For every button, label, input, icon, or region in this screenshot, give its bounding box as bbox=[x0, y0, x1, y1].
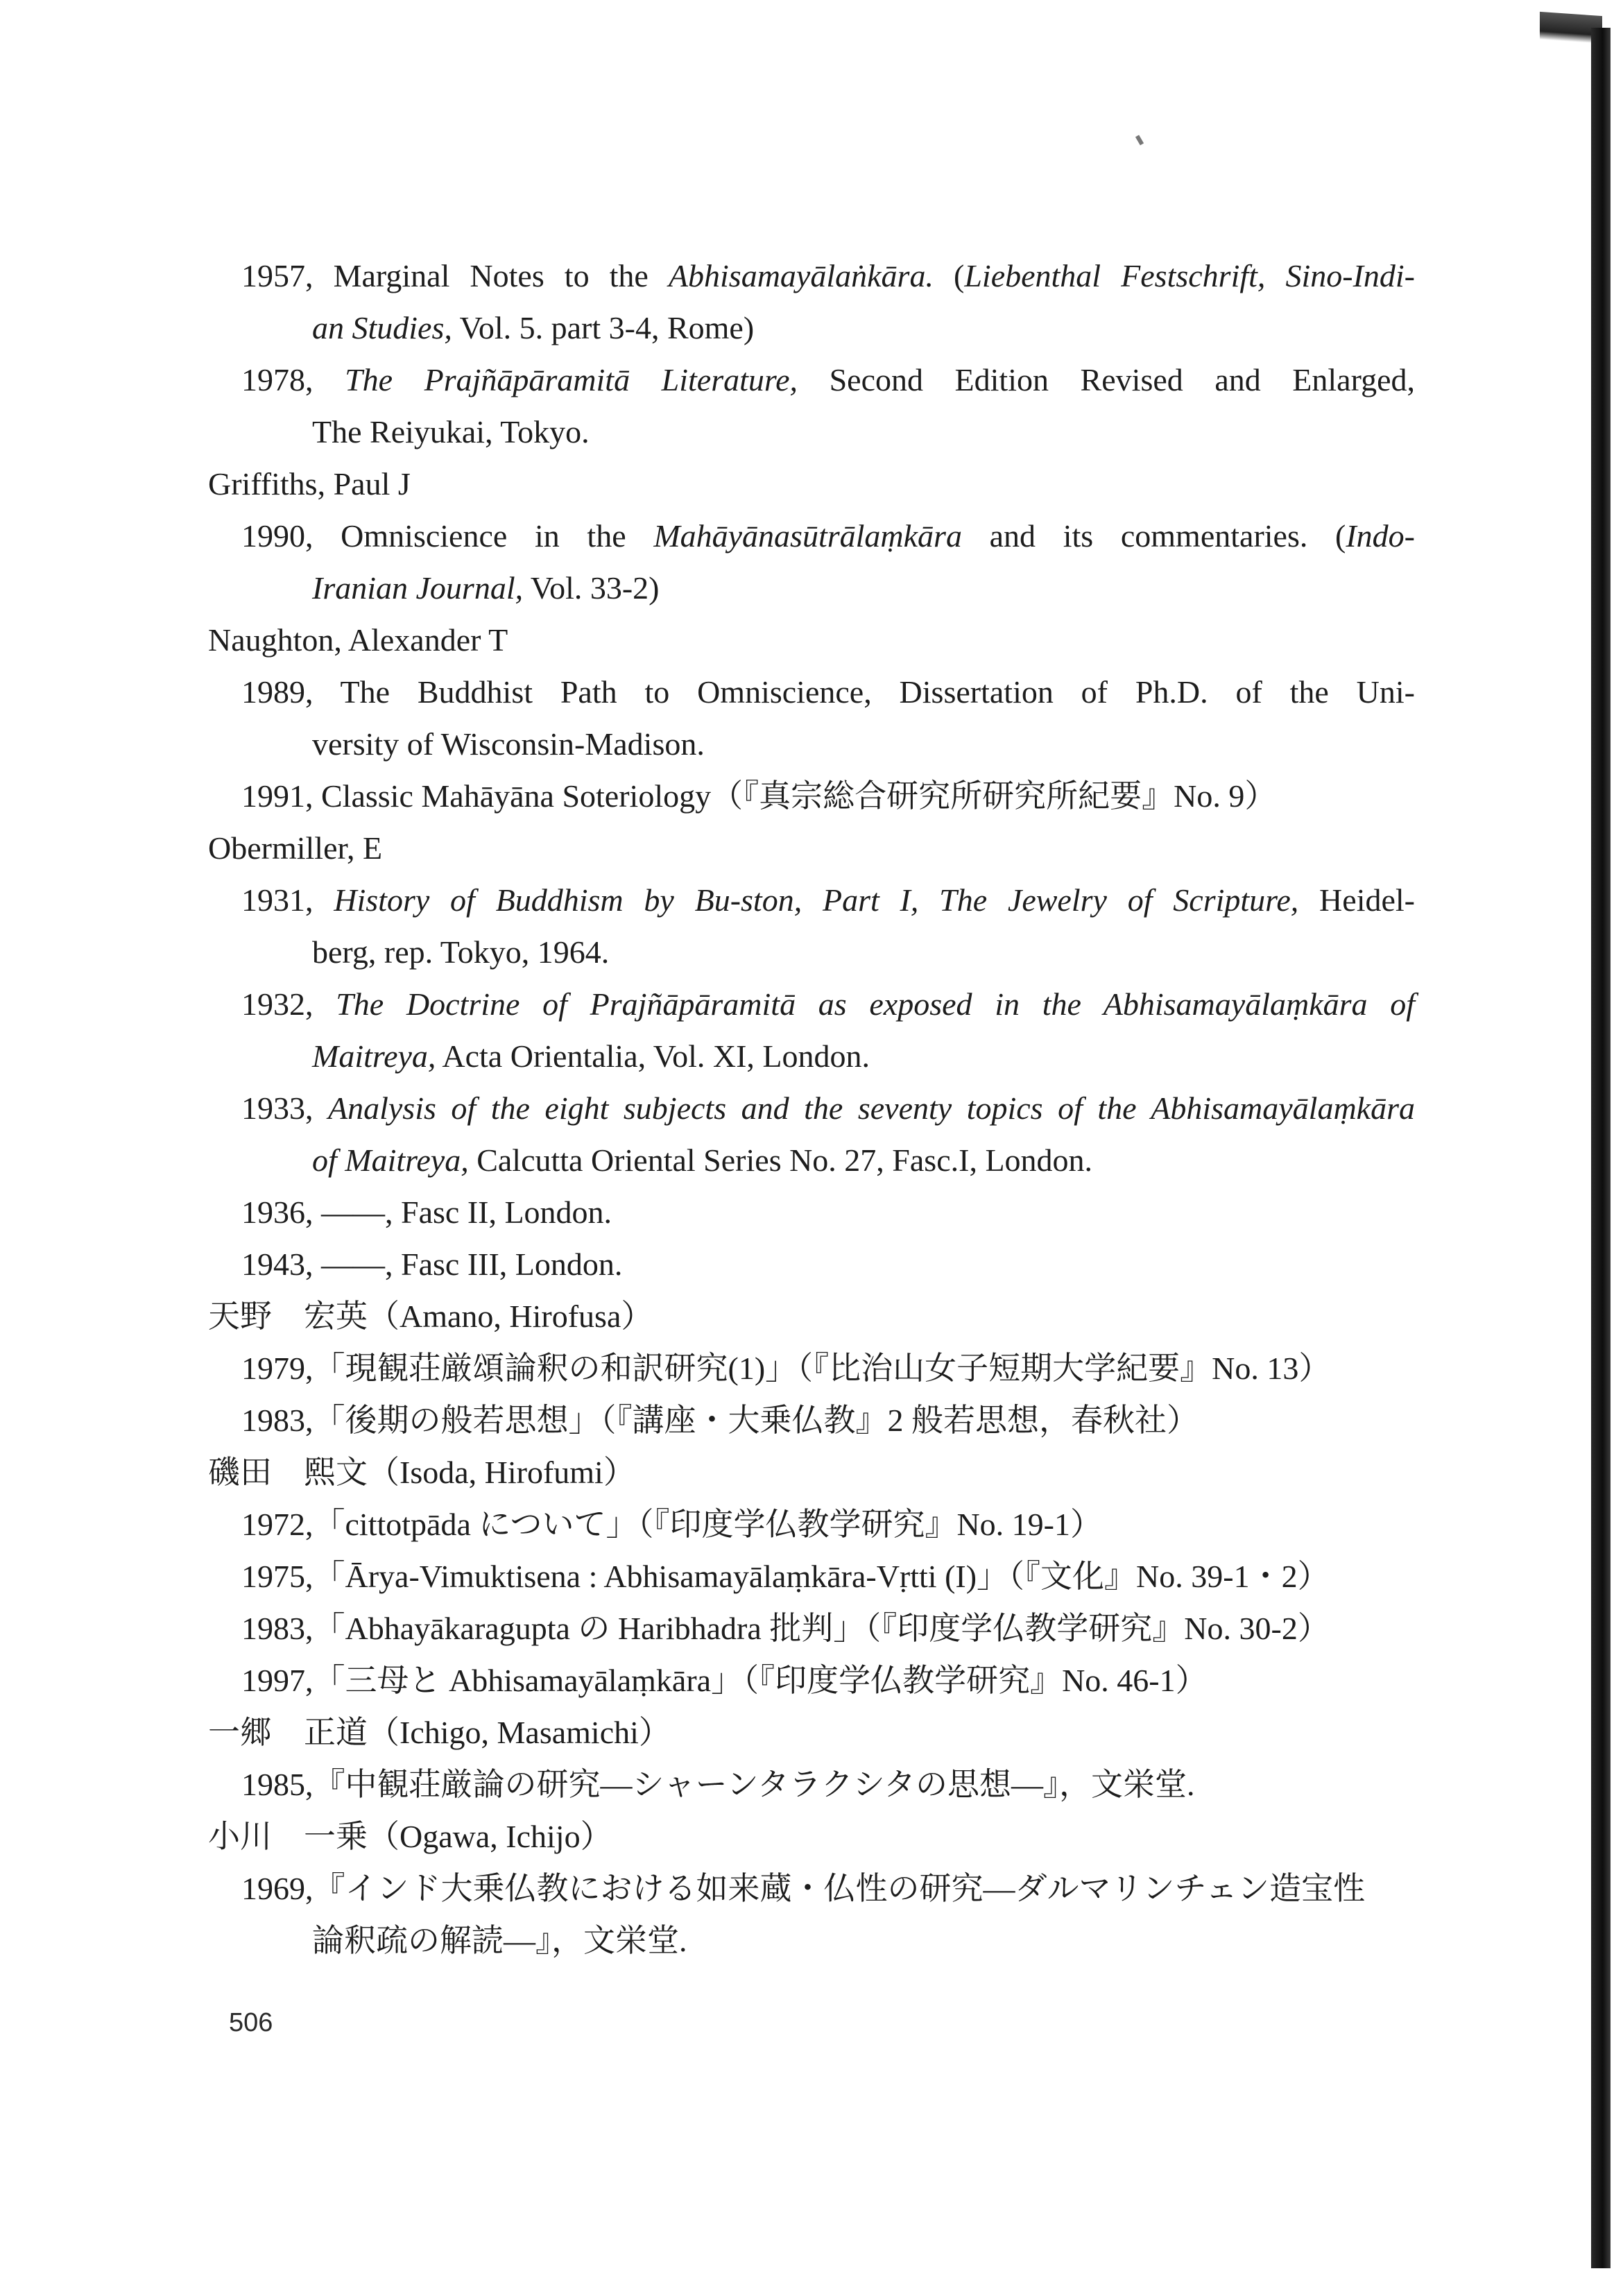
entry-line bbox=[208, 874, 1415, 926]
citation-text: berg, rep. Tokyo, 1964. bbox=[312, 934, 610, 970]
citation-text: Heidel- bbox=[1298, 882, 1415, 918]
italic-title-text: The Doctrine of Prajñāpāramitā as exposed in the Abhisamayālaṃkāra of bbox=[336, 986, 1415, 1022]
citation-text: Obermiller, E bbox=[208, 830, 383, 866]
citation-text: 1991, Classic Mahāyāna Soteriology（『真宗総合研究所研究所紀要』No. 9） bbox=[241, 778, 1277, 814]
entry-line bbox=[208, 1186, 1415, 1238]
citation-text: 論釈疏の解読―』，文栄堂. bbox=[312, 1923, 687, 1958]
entry-continuation bbox=[208, 302, 1415, 354]
citation-text: 1983,「後期の般若思想」（『講座・大乗仏教』2 般若思想，春秋社） bbox=[241, 1403, 1199, 1438]
italic-title-text: Maitreya, bbox=[312, 1038, 436, 1074]
citation-text: Naughton, Alexander T bbox=[208, 622, 508, 658]
entry-line bbox=[208, 666, 1415, 718]
citation-text: 1989, The Buddhist Path to Omniscience, Dissertation of Ph.D. of the Uni- bbox=[241, 674, 1415, 710]
citation-text: 1932, bbox=[241, 986, 336, 1022]
citation-text: Vol. 33-2) bbox=[523, 570, 660, 606]
entry-continuation bbox=[208, 1030, 1415, 1082]
citation-text: 天野 宏英（Amano, Hirofusa） bbox=[208, 1299, 653, 1334]
entry-continuation bbox=[208, 718, 1415, 770]
italic-title-text: The Prajñāpāramitā Literature, bbox=[345, 362, 798, 397]
citation-text: Griffiths, Paul J bbox=[208, 466, 411, 502]
author-heading bbox=[208, 1446, 1415, 1498]
citation-text: 1979,「現観荘厳頌論釈の和訳研究(1)」（『比治山女子短期大学紀要』No. 13） bbox=[241, 1351, 1331, 1386]
entry-line bbox=[208, 770, 1415, 822]
entry-line bbox=[208, 354, 1415, 406]
citation-text: 1957, Marginal Notes to the bbox=[241, 258, 669, 293]
italic-title-text: Liebenthal Festschrift, Sino-Indi- bbox=[964, 258, 1415, 293]
entry-continuation bbox=[208, 562, 1415, 614]
entry-line bbox=[208, 1082, 1415, 1134]
entry-line bbox=[208, 1394, 1415, 1446]
citation-text: Acta Orientalia, Vol. XI, London. bbox=[436, 1038, 870, 1074]
page-number: 506 bbox=[229, 2008, 273, 2037]
citation-text: 1933, bbox=[241, 1090, 329, 1126]
author-heading bbox=[208, 614, 1415, 666]
entry-line bbox=[208, 250, 1415, 302]
entry-line bbox=[208, 1758, 1415, 1810]
author-heading bbox=[208, 1290, 1415, 1342]
citation-text: 1975,「Ārya-Vimuktisena : Abhisamayālaṃkāra-Vṛtti (I)」（『文化』No. 39-1・2） bbox=[241, 1559, 1330, 1594]
citation-text: 1997,「三母と Abhisamayālaṃkāra」（『印度学仏教学研究』No. 46-1） bbox=[241, 1663, 1208, 1698]
entry-line bbox=[208, 1862, 1415, 1914]
entry-continuation bbox=[208, 1914, 1415, 1967]
author-heading bbox=[208, 1706, 1415, 1758]
italic-title-text: Analysis of the eight subjects and the seventy topics of the Abhisamayālaṃkāra bbox=[328, 1090, 1415, 1126]
entry-line bbox=[208, 510, 1415, 562]
citation-text: 1936, ——, Fasc II, London. bbox=[241, 1194, 612, 1230]
citation-text: The Reiyukai, Tokyo. bbox=[312, 414, 590, 449]
entry-line bbox=[208, 1498, 1415, 1550]
author-heading bbox=[208, 458, 1415, 510]
citation-text: 1943, ——, Fasc III, London. bbox=[241, 1246, 623, 1282]
italic-title-text: Abhisamayālaṅkāra. bbox=[668, 258, 934, 293]
citation-text: Second Edition Revised and Enlarged, bbox=[798, 362, 1415, 397]
entry-line bbox=[208, 978, 1415, 1030]
entry-line bbox=[208, 1602, 1415, 1654]
scan-speck bbox=[1135, 135, 1144, 145]
bibliography bbox=[208, 250, 1415, 1967]
citation-text: 一郷 正道（Ichigo, Masamichi） bbox=[208, 1715, 671, 1750]
citation-text: 磯田 熙文（Isoda, Hirofumi） bbox=[208, 1455, 635, 1490]
citation-text: versity of Wisconsin-Madison. bbox=[312, 726, 705, 762]
entry-continuation bbox=[208, 926, 1415, 978]
italic-title-text: Indo- bbox=[1346, 518, 1415, 554]
citation-text: Calcutta Oriental Series No. 27, Fasc.I, London. bbox=[468, 1142, 1093, 1178]
entry-continuation bbox=[208, 406, 1415, 458]
entry-line bbox=[208, 1550, 1415, 1602]
citation-text: Vol. 5. part 3-4, Rome) bbox=[452, 310, 755, 345]
author-heading bbox=[208, 1810, 1415, 1862]
citation-text: 1985,『中観荘厳論の研究―シャーンタラクシタの思想―』，文栄堂. bbox=[241, 1767, 1195, 1802]
entry-line bbox=[208, 1238, 1415, 1290]
citation-text: 小川 一乗（Ogawa, Ichijo） bbox=[208, 1819, 612, 1854]
italic-title-text: an Studies, bbox=[312, 310, 452, 345]
italic-title-text: Iranian Journal, bbox=[312, 570, 524, 606]
entry-line bbox=[208, 1342, 1415, 1394]
citation-text: 1969,『インド大乗仏教における如来蔵・仏性の研究―ダルマリンチェン造宝性 bbox=[241, 1871, 1366, 1906]
italic-title-text: Mahāyānasūtrālaṃkāra bbox=[653, 518, 962, 554]
italic-title-text: of Maitreya, bbox=[312, 1142, 469, 1178]
citation-text: and its commentaries. ( bbox=[961, 518, 1346, 554]
citation-text: 1990, Omniscience in the bbox=[241, 518, 654, 554]
entry-line bbox=[208, 1654, 1415, 1706]
citation-text: 1983,「Abhayākaragupta の Haribhadra 批判」（『印度学仏教学研究』No. 30-2） bbox=[241, 1611, 1330, 1646]
binding-edge bbox=[1591, 28, 1611, 2268]
italic-title-text: History of Buddhism by Bu-ston, Part I, The Jewelry of Scripture, bbox=[334, 882, 1299, 918]
author-heading bbox=[208, 822, 1415, 874]
citation-text: 1978, bbox=[241, 362, 345, 397]
citation-text: 1972,「cittotpāda について」（『印度学仏教学研究』No. 19-1） bbox=[241, 1507, 1102, 1542]
entry-continuation bbox=[208, 1134, 1415, 1186]
citation-text: 1931, bbox=[241, 882, 334, 918]
citation-text: ( bbox=[933, 258, 965, 293]
